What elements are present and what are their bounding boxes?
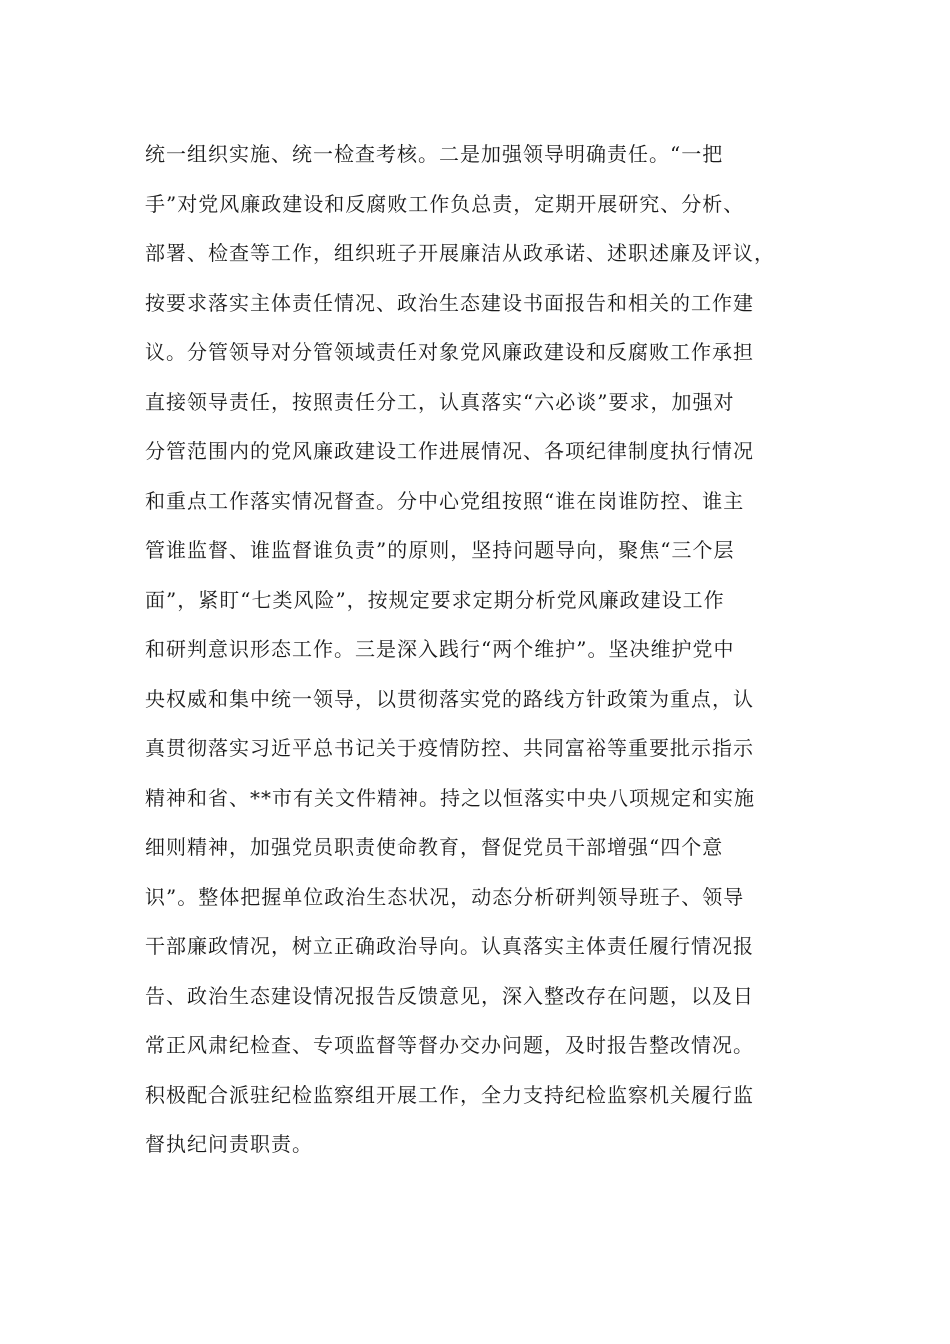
- text-line: 手”对党风廉政建设和反腐败工作负总责，定期开展研究、分析、: [145, 191, 745, 216]
- text-line: 督执纪问责职责。: [145, 1132, 313, 1156]
- text-line: 管谁监督、谁监督谁负责”的原则，坚持问题导向，聚焦“三个层: [145, 538, 735, 562]
- text-line: 和研判意识形态工作。三是深入践行“两个维护”。坚决维护党中: [145, 637, 735, 661]
- text-line: 细则精神，加强党员职责使命教育，督促党员干部增强“四个意: [145, 835, 724, 859]
- text-line: 积极配合派驻纪检监察组开展工作，全力支持纪检监察机关履行监: [145, 1082, 754, 1107]
- text-line: 干部廉政情况，树立正确政治导向。认真落实主体责任履行情况报: [145, 934, 754, 958]
- text-line: 直接领导责任，按照责任分工，认真落实“六必谈”要求，加强对: [145, 389, 735, 414]
- body-paragraph: [145, 130, 810, 1170]
- text-line: 精神和省、**市有关文件精神。持之以恒落实中央八项规定和实施: [145, 785, 755, 810]
- text-line: 央权威和集中统一领导，以贯彻落实党的路线方针政策为重点，认: [145, 686, 754, 711]
- text-line: 议。分管领导对分管领域责任对象党风廉政建设和反腐败工作承担: [145, 340, 754, 364]
- text-line: 分管范围内的党风廉政建设工作进展情况、各项纪律制度执行情况: [145, 439, 754, 463]
- text-line: 部署、检查等工作，组织班子开展廉洁从政承诺、述职述廉及评议，: [145, 241, 775, 265]
- text-line: 常正风肃纪检查、专项监督等督办交办问题，及时报告整改情况。: [145, 1033, 754, 1057]
- text-line: 真贯彻落实习近平总书记关于疫情防控、共同富裕等重要批示指示: [145, 736, 754, 760]
- text-line: 统一组织实施、统一检查考核。二是加强领导明确责任。“一把: [145, 142, 724, 166]
- text-line: 和重点工作落实情况督查。分中心党组按照“谁在岗谁防控、谁主: [145, 488, 745, 513]
- text-line: 识”。整体把握单位政治生态状况，动态分析研判领导班子、领导: [145, 884, 745, 909]
- text-line: 按要求落实主体责任情况、政治生态建设书面报告和相关的工作建: [145, 290, 754, 315]
- text-line: 告、政治生态建设情况报告反馈意见，深入整改存在问题，以及日: [145, 983, 754, 1008]
- text-line: 面”，紧盯“七类风险”，按规定要求定期分析党风廉政建设工作: [145, 587, 725, 612]
